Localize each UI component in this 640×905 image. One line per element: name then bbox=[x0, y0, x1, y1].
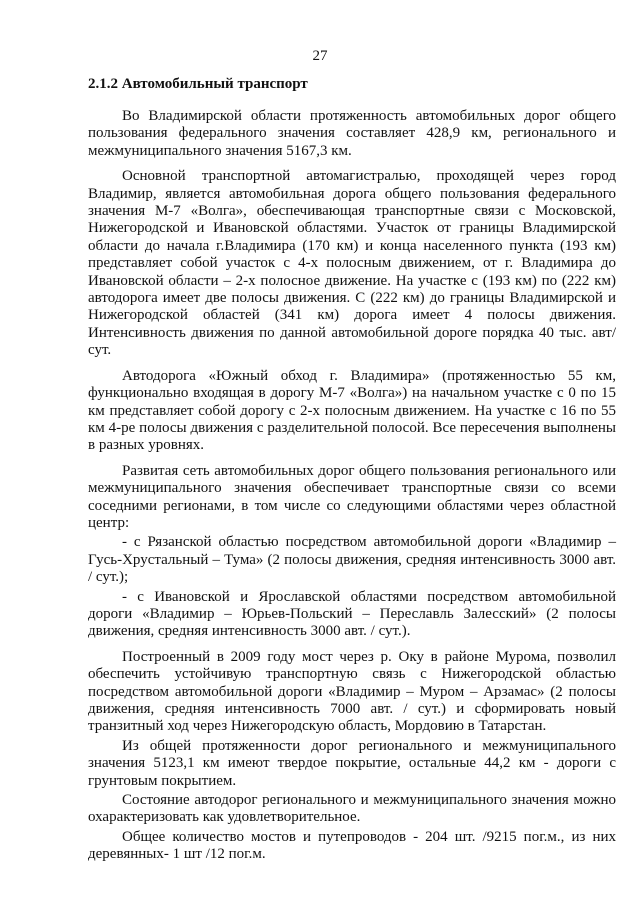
paragraph: Основной транспортной автомагистралью, проходящей через город Владимир, является автомобильная дорога общего пользования федерального значения М-7 «Волга», обеспечивающая транспортные связи с Московской, Нижегородской и Ивановской областями. Участок от границы Владимирской области до начала г.Владимира (170 км) и конца населенного пункта (193 км) представляет собой участок с 4-х полосным движением, от г. Владимира до Ивановской области – 2-х полосное движение. На участке с (193 км) по (222 км) автодорога имеет две полосы движения. С (222 км) до границы Владимирской и Нижегородской областей (341 км) дорога имеет 4 полосы движения. Интенсивность движения по данной автомобильной дороге порядка 40 тыс. авт/сут. bbox=[88, 168, 616, 359]
paragraph: Из общей протяженности дорог регионального и межмуниципального значения 5123,1 км имеют твердое покрытие, остальные 44,2 км - дороги с грунтовым покрытием. bbox=[88, 737, 616, 789]
paragraph: Общее количество мостов и путепроводов - 204 шт. /9215 пог.м., из них деревянных- 1 шт /12 пог.м. bbox=[88, 828, 616, 863]
paragraph: Во Владимирской области протяженность автомобильных дорог общего пользования федерального значения составляет 428,9 км, регионального и межмуниципального значения 5167,3 км. bbox=[88, 108, 616, 159]
list-item: - с Ивановской и Ярославской областями посредством автомобильной дороги «Владимир – Юрьев-Польский – Переславль Залесский» (2 полосы движения, средняя интенсивность 3000 авт. / сут.). bbox=[88, 588, 616, 640]
list-item: - с Рязанской областью посредством автомобильной дороги «Владимир – Гусь-Хрустальный – Тума» (2 полосы движения, средняя интенсивность 3000 авт. / сут.); bbox=[88, 534, 616, 586]
paragraph: Построенный в 2009 году мост через р. Оку в районе Мурома, позволил обеспечить устойчивую транспортную связь с Нижегородской областью посредством автомобильной дороги «Владимир – Муром – Арзамас» (2 полосы движения, средняя интенсивность 7000 авт. / сут.) и сформировать новый транзитный ход через Нижегородскую область, Мордовию в Татарстан. bbox=[88, 648, 616, 735]
paragraph: Развитая сеть автомобильных дорог общего пользования регионального или межмуниципального значения обеспечивает транспортные связи со всеми соседними регионами, в том числе со следующими областями через областной центр: bbox=[88, 462, 616, 531]
body-text bbox=[88, 108, 616, 872]
section-heading: 2.1.2 Автомобильный транспорт bbox=[88, 76, 308, 92]
paragraph: Автодорога «Южный обход г. Владимира» (протяженностью 55 км, функционально входящая в дорогу М-7 «Волга») на начальном участке с 0 по 15 км представляет собой дорогу с 2-х полосным движением. На участке с 16 по 55 км 4-ре полосы движения с разделительной полосой. Все пересечения выполнены в разных уровнях. bbox=[88, 367, 616, 454]
paragraph: Состояние автодорог регионального и межмуниципального значения можно охарактеризовать как удовлетворительное. bbox=[88, 792, 616, 826]
page-number: 27 bbox=[312, 48, 328, 64]
